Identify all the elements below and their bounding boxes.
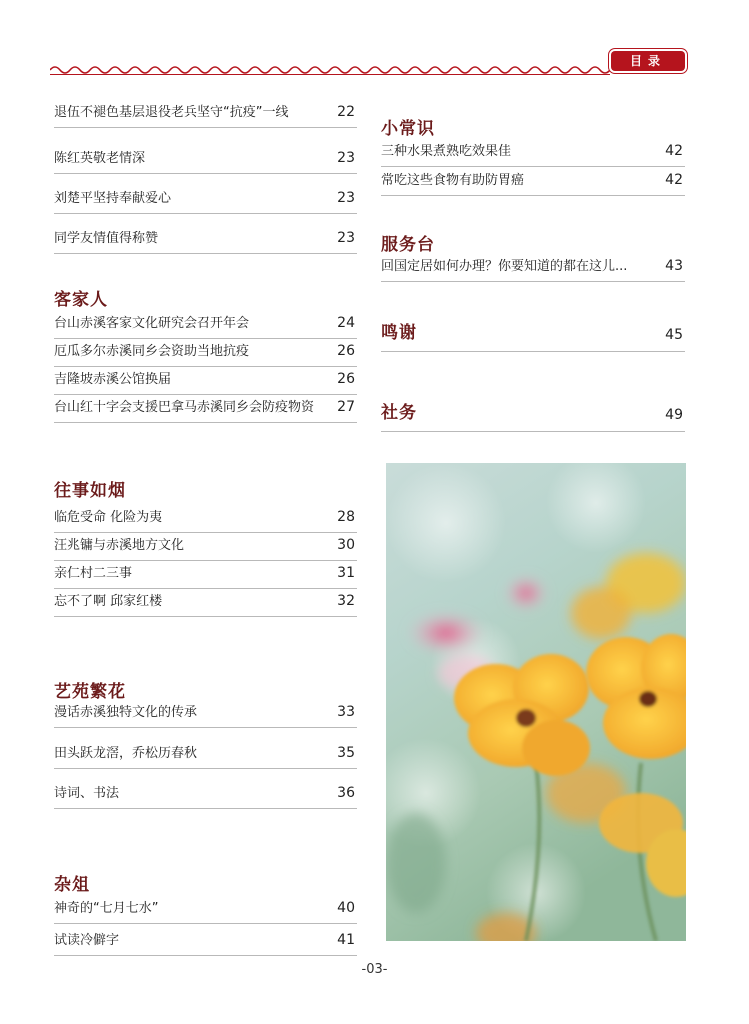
- toc-entry[interactable]: [54, 700, 357, 728]
- section-title-changshi: 小常识: [381, 119, 435, 139]
- entry-page: 24: [337, 315, 355, 331]
- entry-page: 30: [337, 537, 355, 553]
- entry-page: 40: [337, 900, 355, 916]
- toc-entry[interactable]: [54, 533, 357, 561]
- entry-page: 41: [337, 932, 355, 948]
- entry-title: 临危受命 化险为夷: [54, 510, 163, 525]
- section-title-mingxie: 鸣谢: [381, 323, 417, 343]
- section-title-zazu: 杂俎: [54, 875, 90, 895]
- toc-entry-shewu[interactable]: [381, 398, 685, 432]
- entry-page: 22: [337, 104, 355, 120]
- toc-entry[interactable]: [54, 505, 357, 533]
- entry-page: 28: [337, 509, 355, 525]
- toc-entry[interactable]: [54, 561, 357, 589]
- section-title-fuwu: 服务台: [381, 235, 435, 255]
- entry-title: 刘楚平坚持奉献爱心: [54, 191, 172, 206]
- entry-title: 同学友情值得称赞: [54, 231, 159, 246]
- entry-title: 常吃这些食物有助防胃癌: [381, 173, 525, 188]
- entry-title: 汪兆镛与赤溪地方文化: [54, 538, 185, 553]
- toc-entry[interactable]: [54, 186, 357, 214]
- section-title-wangshi: 往事如烟: [54, 481, 126, 501]
- toc-entry[interactable]: [54, 928, 357, 956]
- toc-entry[interactable]: [54, 311, 357, 339]
- toc-entry[interactable]: [381, 168, 685, 196]
- entry-page: 33: [337, 704, 355, 720]
- entry-title: 三种水果煮熟吃效果佳: [381, 144, 512, 159]
- entry-title: 陈红英敬老情深: [54, 151, 146, 166]
- toc-entry[interactable]: [54, 226, 357, 254]
- toc-entry[interactable]: [54, 146, 357, 174]
- entry-title: 神奇的“七月七水”: [54, 901, 159, 916]
- entry-title: 退伍不褪色基层退役老兵坚守“抗疫”一线: [54, 105, 289, 120]
- entry-page: 26: [337, 371, 355, 387]
- section-title-kejia: 客家人: [54, 290, 108, 310]
- entry-page: 42: [665, 143, 683, 159]
- toc-entry-mingxie[interactable]: [381, 318, 685, 352]
- toc-entry[interactable]: [54, 896, 357, 924]
- entry-page: 35: [337, 745, 355, 761]
- entry-title: 台山红十字会支援巴拿马赤溪同乡会防疫物资: [54, 400, 315, 415]
- entry-title: 台山赤溪客家文化研究会召开年会: [54, 316, 250, 331]
- entry-title: 田头跃龙滘，乔松历春秋: [54, 746, 198, 761]
- entry-page: 26: [337, 343, 355, 359]
- entry-title: 漫话赤溪独特文化的传承: [54, 705, 198, 720]
- entry-page: 31: [337, 565, 355, 581]
- entry-page: 27: [337, 399, 355, 415]
- entry-page: 23: [337, 230, 355, 246]
- page-number: -03-: [361, 962, 388, 977]
- entry-page: 36: [337, 785, 355, 801]
- entry-page: 42: [665, 172, 683, 188]
- toc-entry[interactable]: [54, 367, 357, 395]
- pansy-flowers-image: [386, 463, 686, 941]
- entry-page: 23: [337, 190, 355, 206]
- entry-page: 45: [665, 327, 683, 343]
- entry-title: 亲仁村二三事: [54, 566, 133, 581]
- toc-badge: 目录: [611, 51, 685, 71]
- entry-title: 吉隆坡赤溪公馆换届: [54, 372, 172, 387]
- entry-page: 32: [337, 593, 355, 609]
- toc-entry[interactable]: [54, 339, 357, 367]
- toc-entry[interactable]: [54, 100, 357, 128]
- entry-title: 试读冷僻字: [54, 933, 120, 948]
- entry-page: 49: [665, 407, 683, 423]
- entry-page: 43: [665, 258, 683, 274]
- entry-title: 厄瓜多尔赤溪同乡会资助当地抗疫: [54, 344, 250, 359]
- decorative-wave-border: [50, 64, 610, 76]
- entry-title: 忘不了啊 邱家红楼: [54, 594, 163, 609]
- section-title-yiyuan: 艺苑繁花: [54, 682, 126, 702]
- toc-entry[interactable]: [54, 781, 357, 809]
- toc-entry[interactable]: [381, 139, 685, 167]
- flower-photo: [386, 463, 686, 941]
- toc-entry[interactable]: [54, 589, 357, 617]
- entry-title: 回国定居如何办理？你要知道的都在这儿...: [381, 259, 628, 274]
- toc-entry[interactable]: [54, 741, 357, 769]
- toc-entry[interactable]: [381, 254, 685, 282]
- entry-title: 诗词、书法: [54, 786, 120, 801]
- section-title-shewu: 社务: [381, 403, 417, 423]
- entry-page: 23: [337, 150, 355, 166]
- toc-entry[interactable]: [54, 395, 357, 423]
